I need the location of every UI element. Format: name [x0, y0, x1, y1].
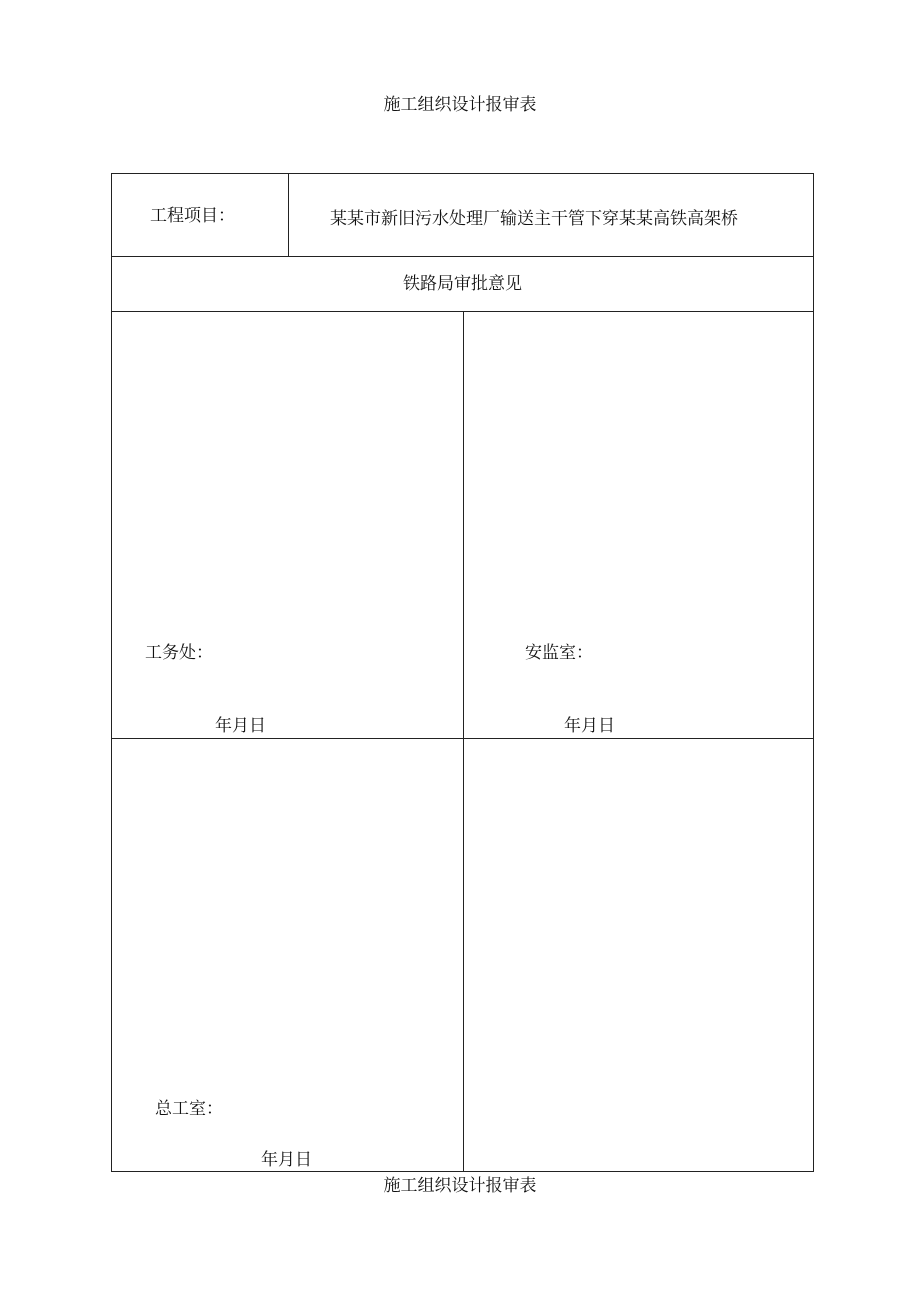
cell-label-chief-engineer-office: 总工室：: [155, 1099, 223, 1119]
cell-label-engineering-dept: 工务处：: [145, 643, 213, 663]
page-title-footer: 施工组织设计报审表: [383, 1176, 537, 1196]
table-border-right: [813, 173, 814, 1172]
table-border-top: [111, 173, 814, 174]
page-title: 施工组织设计报审表: [383, 95, 537, 115]
project-column-divider: [288, 173, 289, 257]
project-value: 某某市新旧污水处理厂输送主干管下穿某某高铁高架桥: [330, 209, 738, 229]
row-divider-1: [111, 256, 814, 257]
opinion-column-divider: [463, 311, 464, 1172]
section-header: 铁路局审批意见: [403, 274, 522, 294]
project-label: 工程项目：: [150, 206, 235, 226]
cell-date-safety-office: 年月日: [564, 716, 615, 736]
cell-label-safety-office: 安监室：: [525, 643, 593, 663]
cell-date-engineering-dept: 年月日: [215, 716, 266, 736]
table-border-left: [111, 173, 112, 1172]
cell-date-chief-engineer-office: 年月日: [261, 1150, 312, 1170]
